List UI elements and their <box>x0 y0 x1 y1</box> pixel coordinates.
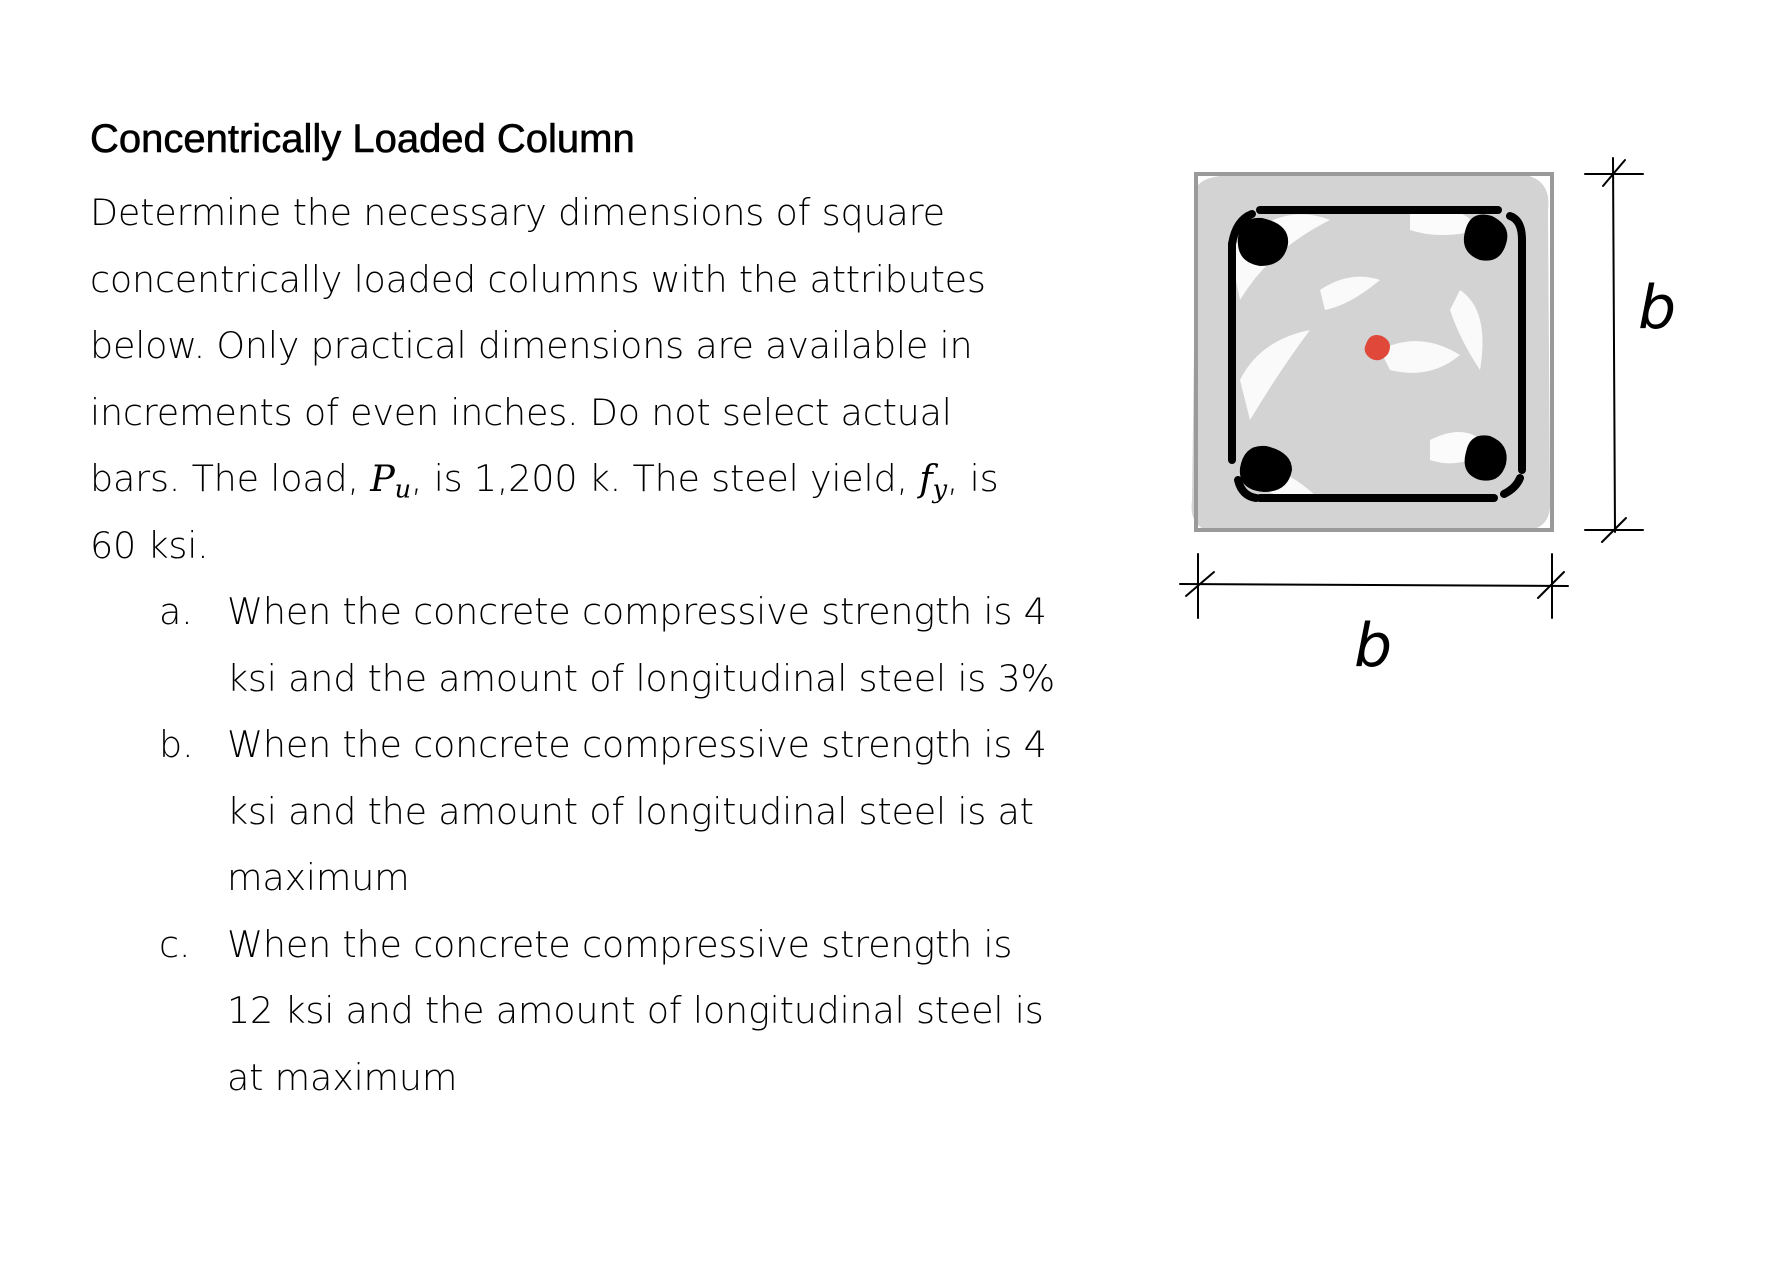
intro-part-1: Determine the necessary dimensions of square concentrically loaded columns with the attributes below. Only practical dimensions are available in increments of even inches. Do not select actual bars. The load, <box>90 191 986 500</box>
list-marker: a. <box>159 590 193 633</box>
yield-symbol: $f_y$ <box>919 457 947 505</box>
list-item-text: When the concrete compressive strength is 4 ksi and the amount of longitudinal steel is at maximum <box>227 723 1047 899</box>
width-label: b <box>1354 611 1393 680</box>
height-dimension-line <box>1585 158 1643 542</box>
column-cross-section-drawing <box>1160 140 1720 680</box>
list-marker: b. <box>159 723 194 766</box>
intro-part-2: , is 1,200 k. The steel yield, <box>410 457 920 500</box>
height-label: b <box>1638 273 1677 343</box>
list-item-text: When the concrete compressive strength is 4 ksi and the amount of longitudinal steel is 3% <box>227 590 1055 700</box>
load-symbol: $P_u$ <box>370 457 411 505</box>
list-marker: c. <box>159 922 191 966</box>
list-item <box>90 912 1057 1112</box>
question-list <box>90 579 1055 1111</box>
width-dimension-line <box>1180 554 1568 618</box>
page-title: Concentrically Loaded Column <box>90 117 635 161</box>
list-item <box>90 712 1057 912</box>
intro-part-3: , is 60 ksi. <box>90 457 999 567</box>
problem-text <box>90 108 1055 1111</box>
column-cross-section-figure <box>1160 140 1720 680</box>
problem-statement <box>90 180 1050 579</box>
list-item <box>90 579 1057 712</box>
list-item-text: When the concrete compressive strength is 12 ksi and the amount of longitudinal steel is at maximum <box>227 922 1044 1099</box>
